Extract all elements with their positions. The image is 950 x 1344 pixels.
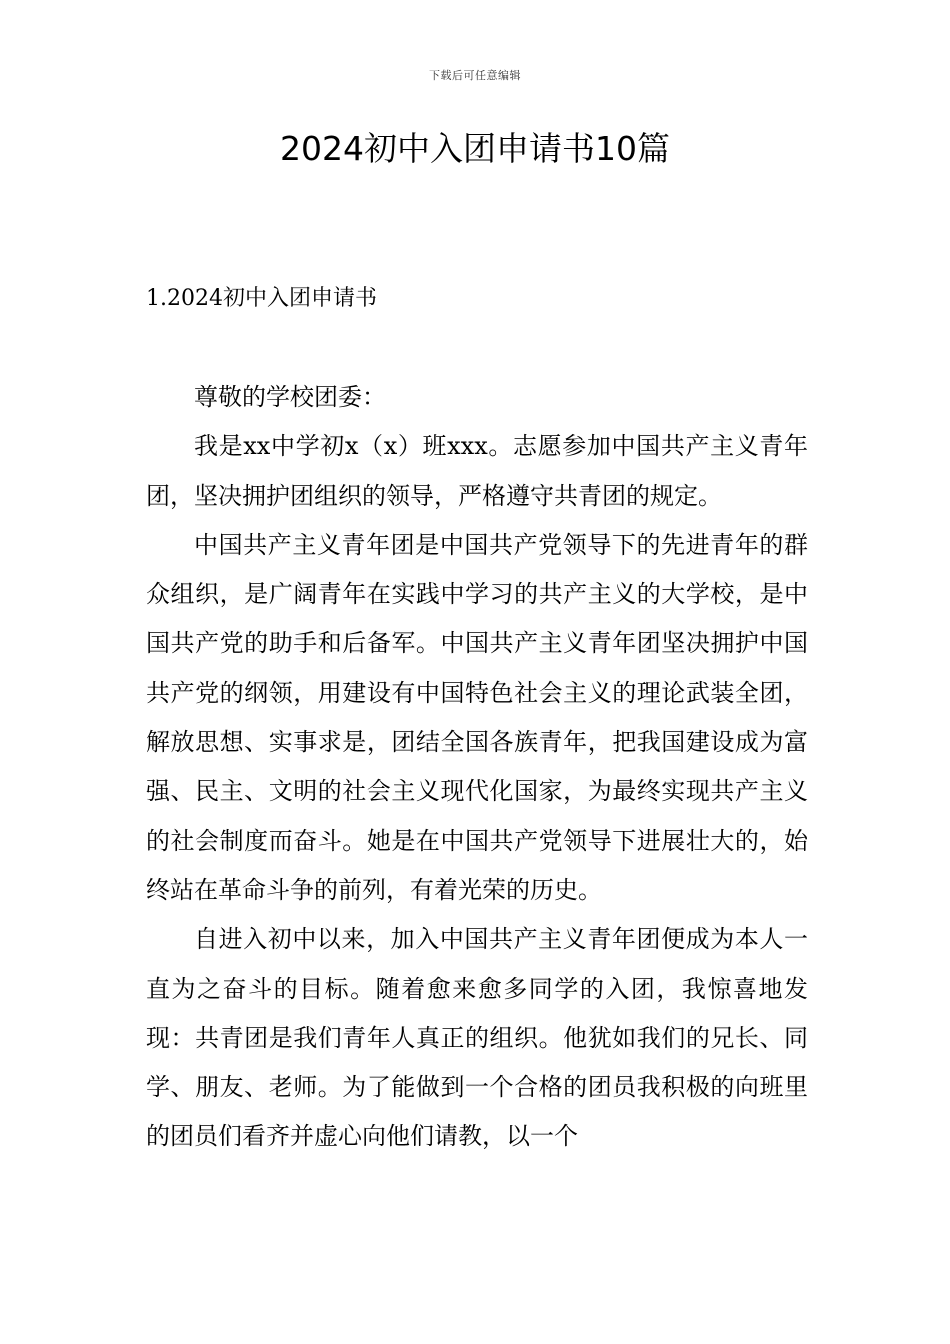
letter-body [146, 373, 808, 1162]
paragraph-1: 我是xx中学初x（x）班xxx。志愿参加中国共产主义青年团，坚决拥护团组织的领导，严格遵守共青团的规定。 [146, 432, 808, 510]
section-heading: 1.2024初中入团申请书 [146, 286, 377, 311]
document-title: 2024初中入团申请书10篇 [280, 129, 670, 168]
paragraph-3: 自进入初中以来，加入中国共产主义青年团便成为本人一直为之奋斗的目标。随着愈来愈多同学的入团，我惊喜地发现：共青团是我们青年人真正的组织。他犹如我们的兄长、同学、朋友、老师。为了能做到一个合格的团员我积极的向班里的团员们看齐并虚心向他们请教，以一个 [146, 925, 808, 1151]
paragraph-2: 中国共产主义青年团是中国共产党领导下的先进青年的群众组织，是广阔青年在实践中学习的共产主义的大学校，是中国共产党的助手和后备军。中国共产主义青年团坚决拥护中国共产党的纲领，用建设有中国特色社会主义的理论武装全团，解放思想、实事求是，团结全国各族青年，把我国建设成为富强、民主、文明的社会主义现代化国家，为最终实现共产主义的社会制度而奋斗。她是在中国共产党领导下进展壮大的，始终站在革命斗争的前列，有着光荣的历史。 [146, 530, 808, 904]
salutation: 尊敬的学校团委： [194, 383, 386, 411]
header-note: 下载后可任意编辑 [429, 69, 521, 82]
